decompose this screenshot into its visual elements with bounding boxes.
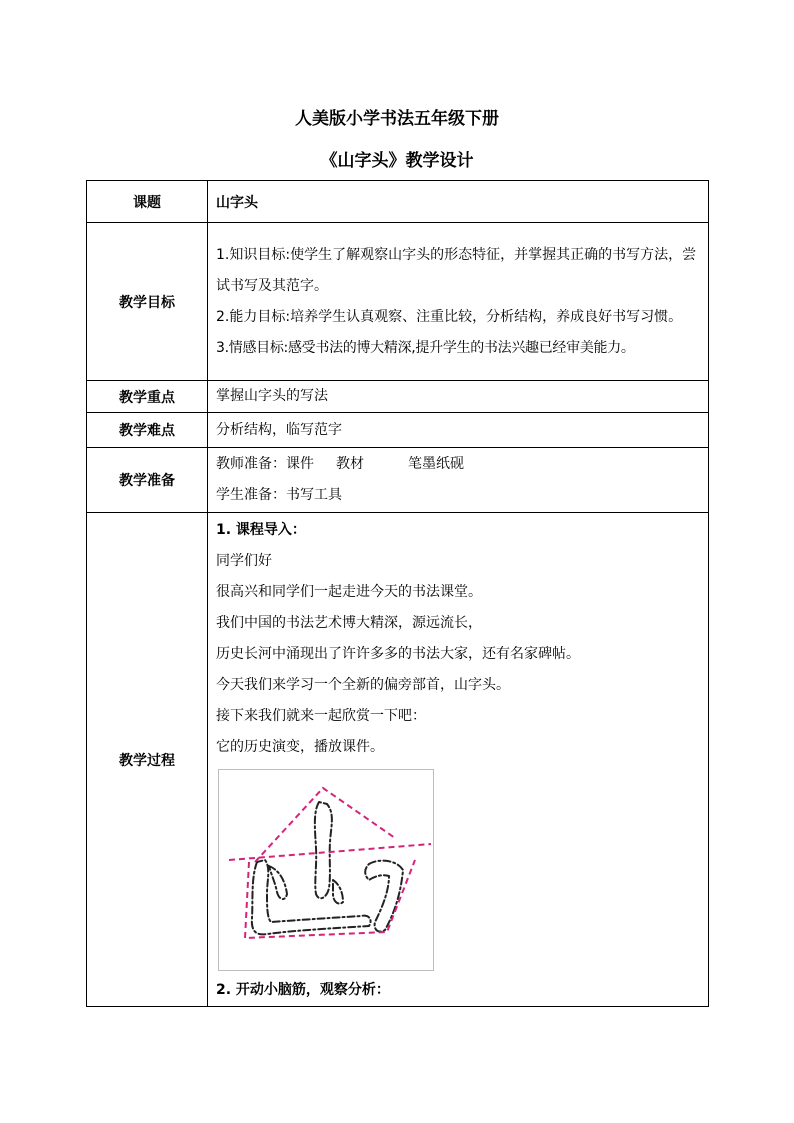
row-process (87, 513, 709, 1007)
process-line-7: 它的历史演变，播放课件。 (216, 739, 384, 755)
teacher-preparation (216, 449, 702, 480)
row-preparation (87, 448, 709, 513)
label-difficulty: 教学难点 (87, 413, 208, 448)
shan-radical-figure (218, 769, 434, 971)
document-title: 人美版小学书法五年级下册 (295, 109, 499, 129)
label-key-point: 教学重点 (87, 381, 208, 413)
value-topic (208, 181, 709, 223)
document-subtitle: 《山字头》教学设计 (320, 151, 474, 171)
value-preparation (208, 448, 709, 513)
student-preparation: 学生准备：书写工具 (216, 487, 342, 503)
objective-item-2: 2.能力目标:培养学生认真观察、注重比较，分析结构，养成良好书写习惯。 (216, 308, 683, 325)
row-topic (87, 181, 709, 223)
objective-item-3: 3.情感目标:感受书法的博大精深,提升学生的书法兴趣已经审美能力。 (216, 339, 635, 356)
teacher-prep-prefix: 教师准备：课件 (216, 456, 314, 472)
process-line-1: 同学们好 (216, 553, 272, 569)
teacher-prep-item-textbook: 教材 (336, 456, 364, 472)
value-key-point (208, 381, 709, 413)
process-line-5: 今天我们来学习一个全新的偏旁部首，山字头。 (216, 677, 510, 693)
row-objectives (87, 223, 709, 381)
process-line-3: 我们中国的书法艺术博大精深，源远流长， (216, 615, 482, 631)
teacher-prep-item-brush: 笔墨纸砚 (408, 456, 464, 472)
value-process (208, 513, 709, 1007)
objective-item-1: 1.知识目标:使学生了解观察山字头的形态特征，并掌握其正确的书写方法，尝试书写及其范字。 (216, 246, 697, 294)
process-line-2: 很高兴和同学们一起走进今天的书法课堂。 (216, 584, 482, 600)
process-line-6: 接下来我们就来一起欣赏一下吧： (216, 708, 426, 724)
lesson-plan-table (86, 180, 709, 1007)
row-key-point (87, 381, 709, 413)
row-difficulty (87, 413, 709, 448)
section2-heading: 2. 开动小脑筋，观察分析： (216, 982, 390, 998)
value-difficulty (208, 413, 709, 448)
key-point-text: 掌握山字头的写法 (216, 388, 328, 404)
difficulty-text: 分析结构，临写范字 (216, 421, 342, 438)
label-process: 教学过程 (87, 513, 208, 1007)
label-topic: 课题 (87, 181, 208, 223)
shan-radical-outline-image (219, 770, 433, 970)
topic-text: 山字头 (216, 194, 258, 211)
value-objectives (208, 223, 709, 381)
label-preparation: 教学准备 (87, 448, 208, 513)
section1-heading: 1. 课程导入： (216, 522, 306, 538)
process-line-4: 历史长河中涌现出了许许多多的书法大家，还有名家碑帖。 (216, 646, 580, 662)
label-objectives: 教学目标 (87, 223, 208, 381)
